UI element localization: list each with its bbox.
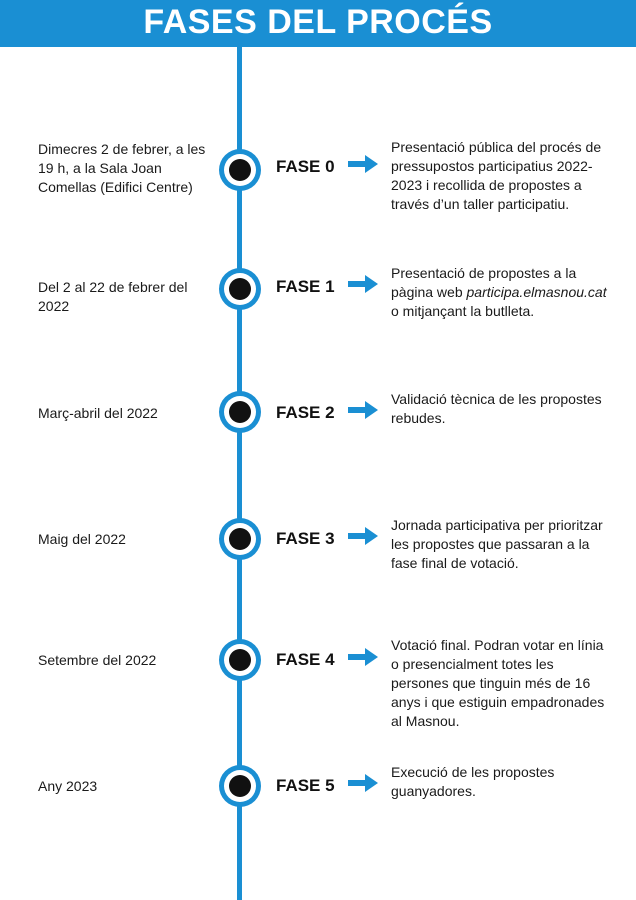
- phase-label: FASE 3: [276, 529, 335, 548]
- timeline-node: [219, 149, 261, 191]
- phase-date: Dimecres 2 de febrer, a les 19 h, a la Sala Joan Comellas (Edifici Centre): [38, 141, 206, 195]
- arrow-right-icon: [348, 773, 378, 793]
- phase-label: FASE 1: [276, 277, 335, 296]
- timeline-node: [219, 518, 261, 560]
- timeline-node: [219, 765, 261, 807]
- header-banner: [0, 0, 636, 47]
- website-link[interactable]: participa.elmasnou.cat: [466, 284, 607, 300]
- phase-description: Votació final. Podran votar en línia o presencialment totes les persones que tinguin més de 16 anys i que estiguin empadronades al Masnou.: [391, 637, 605, 729]
- phase-date: Setembre del 2022: [38, 652, 157, 668]
- phase-label: FASE 5: [276, 776, 335, 795]
- phase-label: FASE 2: [276, 403, 335, 422]
- page-title: FASES DEL PROCÉS: [143, 3, 493, 41]
- arrow-right-icon: [348, 526, 378, 546]
- phase-date: Del 2 al 22 de febrer del 2022: [38, 279, 188, 314]
- phase-description: Presentació pública del procés de pressupostos participatius 2022-2023 i recollida de propostes a través d’un taller participatiu.: [391, 139, 602, 212]
- arrow-right-icon: [348, 647, 378, 667]
- arrow-right-icon: [348, 274, 378, 294]
- arrow-right-icon: [348, 400, 378, 420]
- timeline-node: [219, 639, 261, 681]
- timeline-node: [219, 391, 261, 433]
- phase-date: Maig del 2022: [38, 531, 126, 547]
- phase-date: Any 2023: [38, 778, 98, 794]
- timeline-node: [219, 268, 261, 310]
- phase-description: Jornada participativa per prioritzar les propostes que passaran a la fase final de votació.: [391, 517, 603, 571]
- phase-description: Presentació de propostes a la pàgina web participa.elmasnou.cat o mitjançant la butlleta.: [391, 265, 607, 319]
- phase-label: FASE 4: [276, 650, 335, 669]
- phase-date: Març-abril del 2022: [38, 405, 158, 421]
- arrow-right-icon: [348, 154, 378, 174]
- phase-label: FASE 0: [276, 157, 335, 176]
- phase-description: Execució de les propostes guanyadores.: [391, 764, 555, 799]
- phase-description: Validació tècnica de les propostes rebudes.: [391, 391, 602, 426]
